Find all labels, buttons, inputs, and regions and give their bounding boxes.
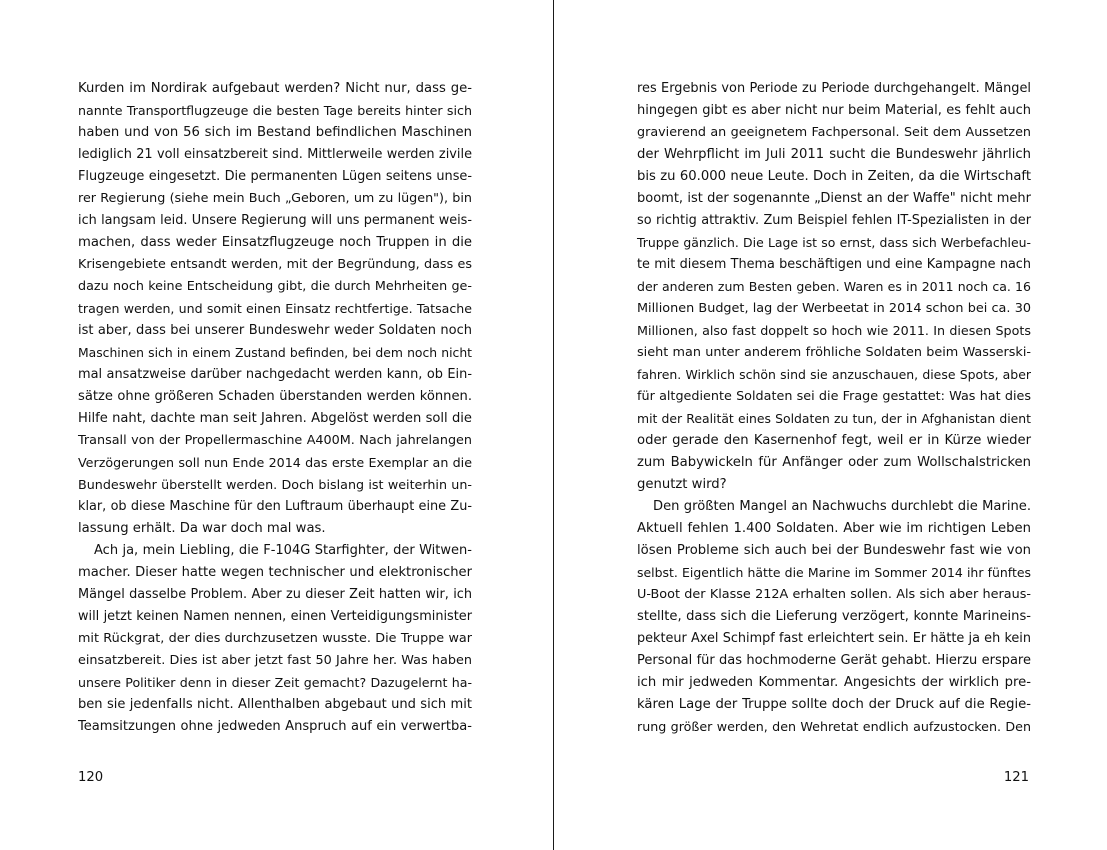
text-line: machen, dass weder Einsatzflugzeuge noch Truppen in die [78, 235, 472, 250]
text-line: rung größer werden, den Wehretat endlich aufzustocken. Den [637, 719, 1031, 734]
text-line: fahren. Wirklich schön sind sie anzuschauen, diese Spots, aber [637, 367, 1031, 382]
text-line: Bundeswehr überstellt werden. Doch bislang ist weiterhin un- [78, 477, 472, 492]
text-line: Personal für das hochmoderne Gerät gehabt. Hierzu erspare [637, 653, 1031, 668]
text-line: rer Regierung (siehe mein Buch „Geboren, um zu lügen"), bin [78, 191, 472, 206]
text-line: mit der Realität eines Soldaten zu tun, der in Afghanistan dient [637, 411, 1031, 426]
text-line: Maschinen sich in einem Zustand befinden, bei dem noch nicht [78, 346, 472, 360]
text-line: will jetzt keinen Namen nennen, einen Verteidigungsminister [78, 609, 472, 624]
text-line: tragen werden, und somit einen Einsatz rechtfertige. Tatsache [78, 301, 472, 316]
text-line: bis zu 60.000 neue Leute. Doch in Zeiten, da die Wirtschaft [637, 169, 1031, 184]
text-line: stellte, dass sich die Lieferung verzögert, konnte Marineins- [637, 609, 1031, 624]
text-line: oder gerade den Kasernenhof fegt, weil er in Kürze wieder [637, 433, 1031, 448]
text-line: genutzt wird? [637, 477, 727, 492]
text-line: nannte Transportflugzeuge die besten Tage bereits hinter sich [78, 103, 472, 118]
right-page [554, 0, 1107, 850]
text-line: unsere Politiker denn in dieser Zeit gemacht? Dazugelernt ha- [78, 675, 472, 690]
text-line: hingegen gibt es aber nicht nur beim Material, es fehlt auch [637, 103, 1031, 118]
text-line: Truppe gänzlich. Die Lage ist so ernst, dass sich Werbefachleu- [637, 235, 1031, 250]
text-line: boomt, ist der sogenannte „Dienst an der Waffe" nicht mehr [637, 191, 1031, 206]
text-line: Transall von der Propellermaschine A400M. Nach jahrelangen [78, 433, 472, 448]
left-page-text [78, 78, 472, 738]
text-line: der Wehrpflicht im Juli 2011 sucht die Bundeswehr jährlich [637, 147, 1031, 162]
text-line: ist aber, dass bei unserer Bundeswehr weder Soldaten noch [78, 323, 472, 338]
text-line: ich mir jedweden Kommentar. Angesichts der wirklich pre- [637, 675, 1031, 690]
text-line: zum Babywickeln für Anfänger oder zum Wollschalstricken [637, 455, 1031, 470]
text-line: haben und von 56 sich im Bestand befindlichen Maschinen [78, 125, 472, 140]
text-line: Teamsitzungen ohne jedweden Anspruch auf ein verwertba- [78, 719, 472, 734]
text-line: kären Lage der Truppe sollte doch der Druck auf die Regie- [637, 697, 1031, 712]
text-line: lassung erhält. Da war doch mal was. [78, 521, 326, 536]
left-page [0, 0, 553, 850]
text-line: selbst. Eigentlich hätte die Marine im Sommer 2014 ihr fünftes [637, 565, 1031, 580]
page-number: 121 [1003, 770, 1029, 785]
text-line: Verzögerungen soll nun Ende 2014 das erste Exemplar an die [78, 455, 472, 470]
text-line: Millionen, also fast doppelt so hoch wie 2011. In diesen Spots [637, 323, 1031, 338]
text-line: einsatzbereit. Dies ist aber jetzt fast 50 Jahre her. Was haben [78, 653, 472, 668]
text-line: Millionen Budget, lag der Werbeetat in 2014 schon bei ca. 30 [637, 301, 1031, 316]
text-line: Den größten Mangel an Nachwuchs durchlebt die Marine. [653, 499, 1031, 514]
text-line: mit Rückgrat, der dies durchzusetzen wusste. Die Truppe war [78, 631, 472, 646]
text-line: U-Boot der Klasse 212A erhalten sollen. Als sich aber heraus- [637, 587, 1031, 602]
page-number: 120 [78, 770, 104, 785]
text-line: Ach ja, mein Liebling, die F-104G Starfighter, der Witwen- [94, 543, 472, 558]
text-line: ich langsam leid. Unsere Regierung will uns permanent weis- [78, 213, 472, 228]
text-line: macher. Dieser hatte wegen technischer und elektronischer [78, 565, 472, 580]
text-line: lösen Probleme sich auch bei der Bundeswehr fast wie von [637, 543, 1031, 558]
text-line: Hilfe naht, dachte man seit Jahren. Abgelöst werden soll die [78, 411, 472, 426]
text-line: lediglich 21 voll einsatzbereit sind. Mittlerweile werden zivile [78, 147, 472, 162]
text-line: klar, ob diese Maschine für den Luftraum überhaupt eine Zu- [78, 499, 472, 514]
text-line: dazu noch keine Entscheidung gibt, die durch Mehrheiten ge- [78, 279, 472, 294]
text-line: sieht man unter anderem fröhliche Soldaten beim Wasserski- [637, 345, 1031, 360]
text-line: für altgediente Soldaten sei die Frage gestattet: Was hat dies [637, 389, 1031, 404]
text-line: Kurden im Nordirak aufgebaut werden? Nicht nur, dass ge- [78, 81, 472, 96]
text-line: Krisengebiete entsandt werden, mit der Begründung, dass es [78, 257, 472, 272]
text-line: te mit diesem Thema beschäftigen und eine Kampagne nach [637, 257, 1031, 272]
text-line: Aktuell fehlen 1.400 Soldaten. Aber wie im richtigen Leben [637, 521, 1031, 536]
text-line: pekteur Axel Schimpf fast erleichtert sein. Er hätte ja eh kein [637, 631, 1031, 646]
text-line: Mängel dasselbe Problem. Aber zu dieser Zeit hatten wir, ich [78, 587, 472, 602]
text-line: mal ansatzweise darüber nachgedacht werden kann, ob Ein- [78, 367, 472, 382]
text-line: sätze ohne größeren Schaden überstanden werden können. [78, 389, 472, 404]
text-line: res Ergebnis von Periode zu Periode durchgehangelt. Mängel [637, 81, 1031, 96]
right-page-text [637, 78, 1031, 738]
text-line: ben sie jedenfalls nicht. Allenthalben abgebaut und sich mit [78, 697, 472, 712]
text-line: Flugzeuge eingesetzt. Die permanenten Lügen seitens unse- [78, 169, 472, 184]
text-line: der anderen zum Besten geben. Waren es in 2011 noch ca. 16 [637, 279, 1031, 294]
text-line: gravierend an geeignetem Fachpersonal. Seit dem Aussetzen [637, 125, 1031, 140]
text-line: so richtig attraktiv. Zum Beispiel fehlen IT-Spezialisten in der [637, 213, 1031, 228]
